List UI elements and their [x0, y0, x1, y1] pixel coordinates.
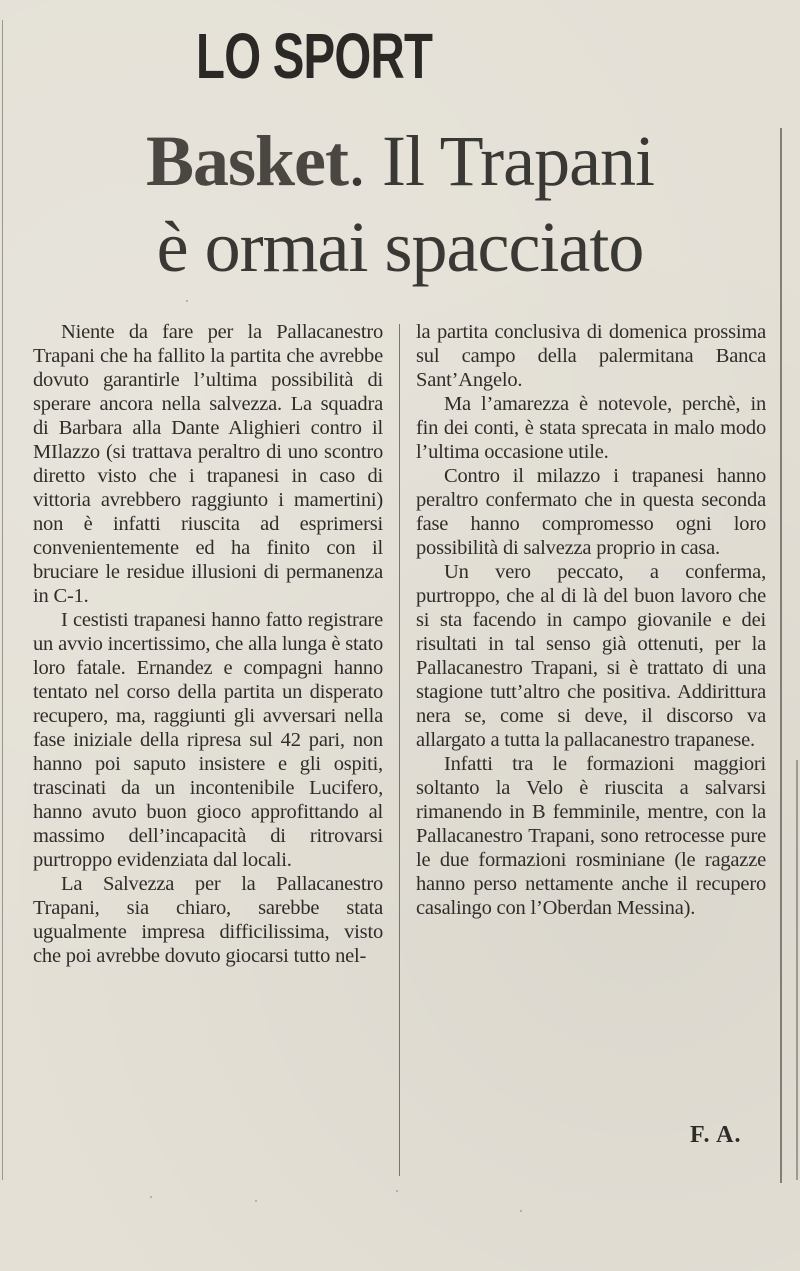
paper-speck [255, 1200, 257, 1202]
article-paragraph: Contro il milazzo i trapanesi hanno peraltro confermato che in questa seconda fase hanno compromesso ogni loro possibilità di salvezza proprio in casa. [416, 465, 766, 559]
paper-speck [150, 1196, 152, 1198]
article-paragraph: I cestisti trapanesi hanno fatto registrare un avvio incertissimo, che alla lunga è stato loro fatale. Ernandez e compagni hanno tentato nel corso della partita un disperato recupero, ma, raggiunti gli avversari nella fase iniziale della ripresa sul 42 pari, non hanno poi saputo insistere e gli ospiti, trascinati da un incontenibile Lucifero, hanno avuto buon gioco approfittando al massimo dell’incapacità di ritrovarsi purtroppo evidenziata dal locali. [33, 609, 383, 871]
article-paragraph: La Salvezza per la Pallacanestro Trapani, sia chiaro, sarebbe stata ugualmente impresa difficilissima, visto che poi avrebbe dovuto giocarsi tutto nel- [33, 873, 383, 967]
article-paragraph: Ma l’amarezza è notevole, perchè, in fin dei conti, è stata sprecata in malo modo l’ultima occasione utile. [416, 393, 766, 463]
paper-speck [396, 1190, 398, 1192]
author-signature: F. A. [690, 1122, 742, 1148]
headline-line2: è ormai spacciato [156, 207, 644, 287]
section-kicker: LO SPORT [196, 20, 433, 92]
headline-line1-rest: . Il Trapani [348, 121, 655, 201]
page-edge-rule-right [780, 128, 782, 1183]
article-paragraph: Un vero peccato, a conferma, purtroppo, che al di là del buon lavoro che si sta facendo in campo giovanile e dei risultati in tal senso già ottenuti, per la Pallacanestro Trapani, si è trattato di una stagione tutt’altro che positiva. Addirittura nera se, come si deve, il discorso va allargato a tutta la pallacanestro trapanese. [416, 561, 766, 751]
article-column-left [33, 320, 383, 968]
page-edge-rule-left [2, 20, 3, 1180]
article-paragraph: Infatti tra le formazioni maggiori soltanto la Velo è riuscita a salvarsi rimanendo in B femminile, mentre, con la Pallacanestro Trapani, sono retrocesse pure le due formazioni rosminiane (le ragazze hanno perso nettamente anche il recupero casalingo con l’Oberdan Messina). [416, 753, 766, 919]
article-paragraph: Niente da fare per la Pallacanestro Trapani che ha fallito la partita che avrebbe dovuto garantirle l’ultima possibilità di sperare ancora nella salvezza. La squadra di Barbara alla Dante Alighieri contro il MIlazzo (si trattava peraltro di uno scontro diretto visto che i trapanesi in caso di vittoria avrebbero raggiunto i mamertini) non è infatti riuscita ad esprimersi convenientemente ed ha finito con il bruciare le residue illusioni di permanenza in C-1. [33, 321, 383, 607]
paper-speck [520, 1210, 522, 1212]
paper-speck [186, 300, 188, 302]
article-headline [60, 118, 740, 290]
headline-topic: Basket [145, 121, 348, 201]
article-paragraph-continued: la partita conclusiva di domenica prossima sul campo della palermitana Banca Sant’Angelo. [416, 321, 766, 391]
column-divider [399, 324, 400, 1176]
page-edge-rule-far [796, 760, 798, 1180]
article-column-right [416, 320, 766, 920]
